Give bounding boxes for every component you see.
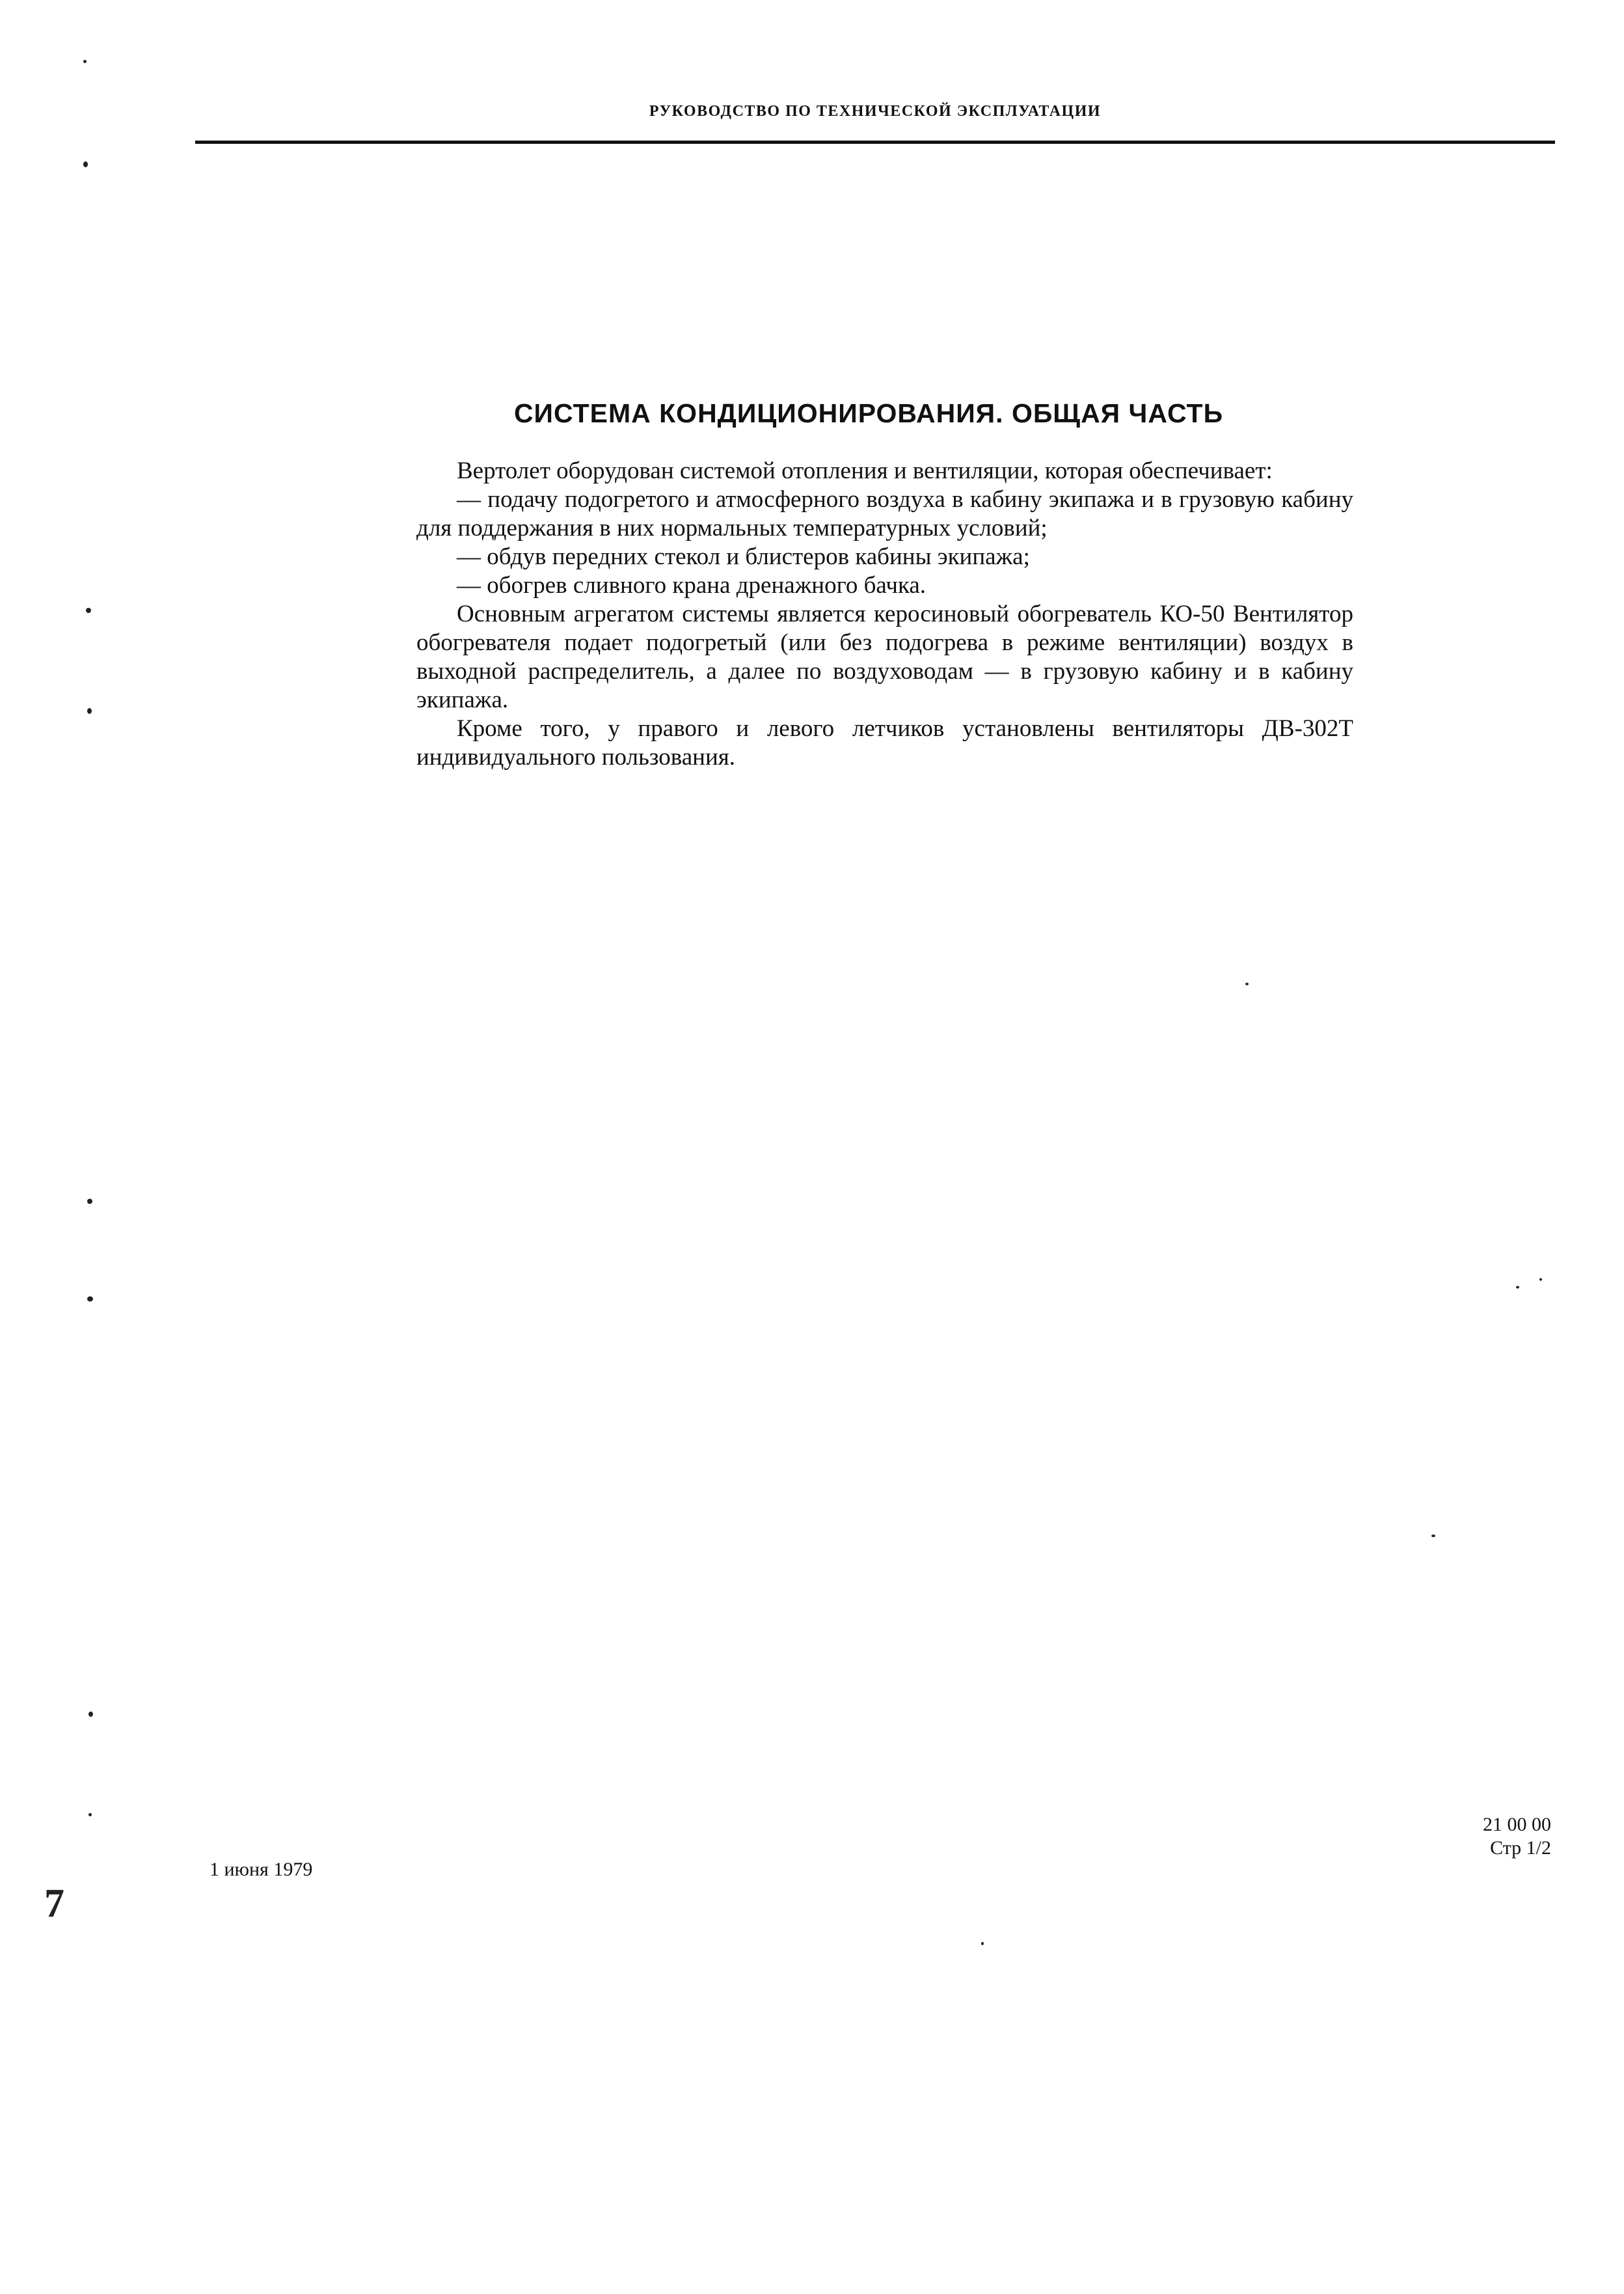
- list-item: — обогрев сливного крана дренажного бачка.: [457, 572, 927, 599]
- list-item: — обдув передних стекол и блистеров кабины экипажа;: [457, 543, 1030, 570]
- scan-speck: [83, 60, 87, 63]
- paragraph-main-unit: Основным агрегатом системы является керосиновый обогреватель КО-50 Вентилятор обогревателя подает подогретый (или без подогрева в режиме вентиляции) воздух в выходной распределитель, а далее по воздуховодам — в грузовую кабину и в кабину экипажа.: [416, 601, 1353, 713]
- scan-speck: [87, 708, 92, 714]
- scan-speck: [87, 1199, 92, 1204]
- header-divider: [195, 141, 1555, 144]
- list-item: — подачу подогретого и атмосферного воздуха в кабину экипажа и в грузовую кабину для поддержания в них нормальных температурных условий;: [416, 486, 1353, 541]
- scan-speck: [1516, 1286, 1519, 1289]
- section-body: [416, 457, 1353, 772]
- issue-date: 1 июня 1979: [210, 1859, 313, 1880]
- scan-speck: [88, 1712, 93, 1717]
- scan-speck: [981, 1942, 984, 1945]
- scan-speck: [1431, 1535, 1435, 1537]
- scan-speck: [88, 1813, 92, 1816]
- paragraph-fans: Кроме того, у правого и левого летчиков установлены вентиляторы ДВ-302Т индивидуального пользования.: [416, 715, 1353, 771]
- chapter-code: 21 00 00: [1483, 1814, 1551, 1835]
- page-reference: [1483, 1813, 1551, 1860]
- scan-speck: [1245, 983, 1249, 985]
- scan-speck: [1539, 1278, 1542, 1281]
- scan-speck: [86, 608, 91, 613]
- handwritten-mark: 7: [44, 1881, 64, 1926]
- scan-speck: [87, 1296, 93, 1302]
- section-title: СИСТЕМА КОНДИЦИОНИРОВАНИЯ. ОБЩАЯ ЧАСТЬ: [513, 398, 1224, 428]
- page-number: Стр 1/2: [1490, 1837, 1551, 1859]
- paragraph-intro: Вертолет оборудован системой отопления и вентиляции, которая обеспечивает:: [457, 457, 1273, 484]
- manual-title: РУКОВОДСТВО ПО ТЕХНИЧЕСКОЙ ЭКСПЛУАТАЦИИ: [649, 103, 1102, 120]
- scan-speck: [83, 161, 88, 167]
